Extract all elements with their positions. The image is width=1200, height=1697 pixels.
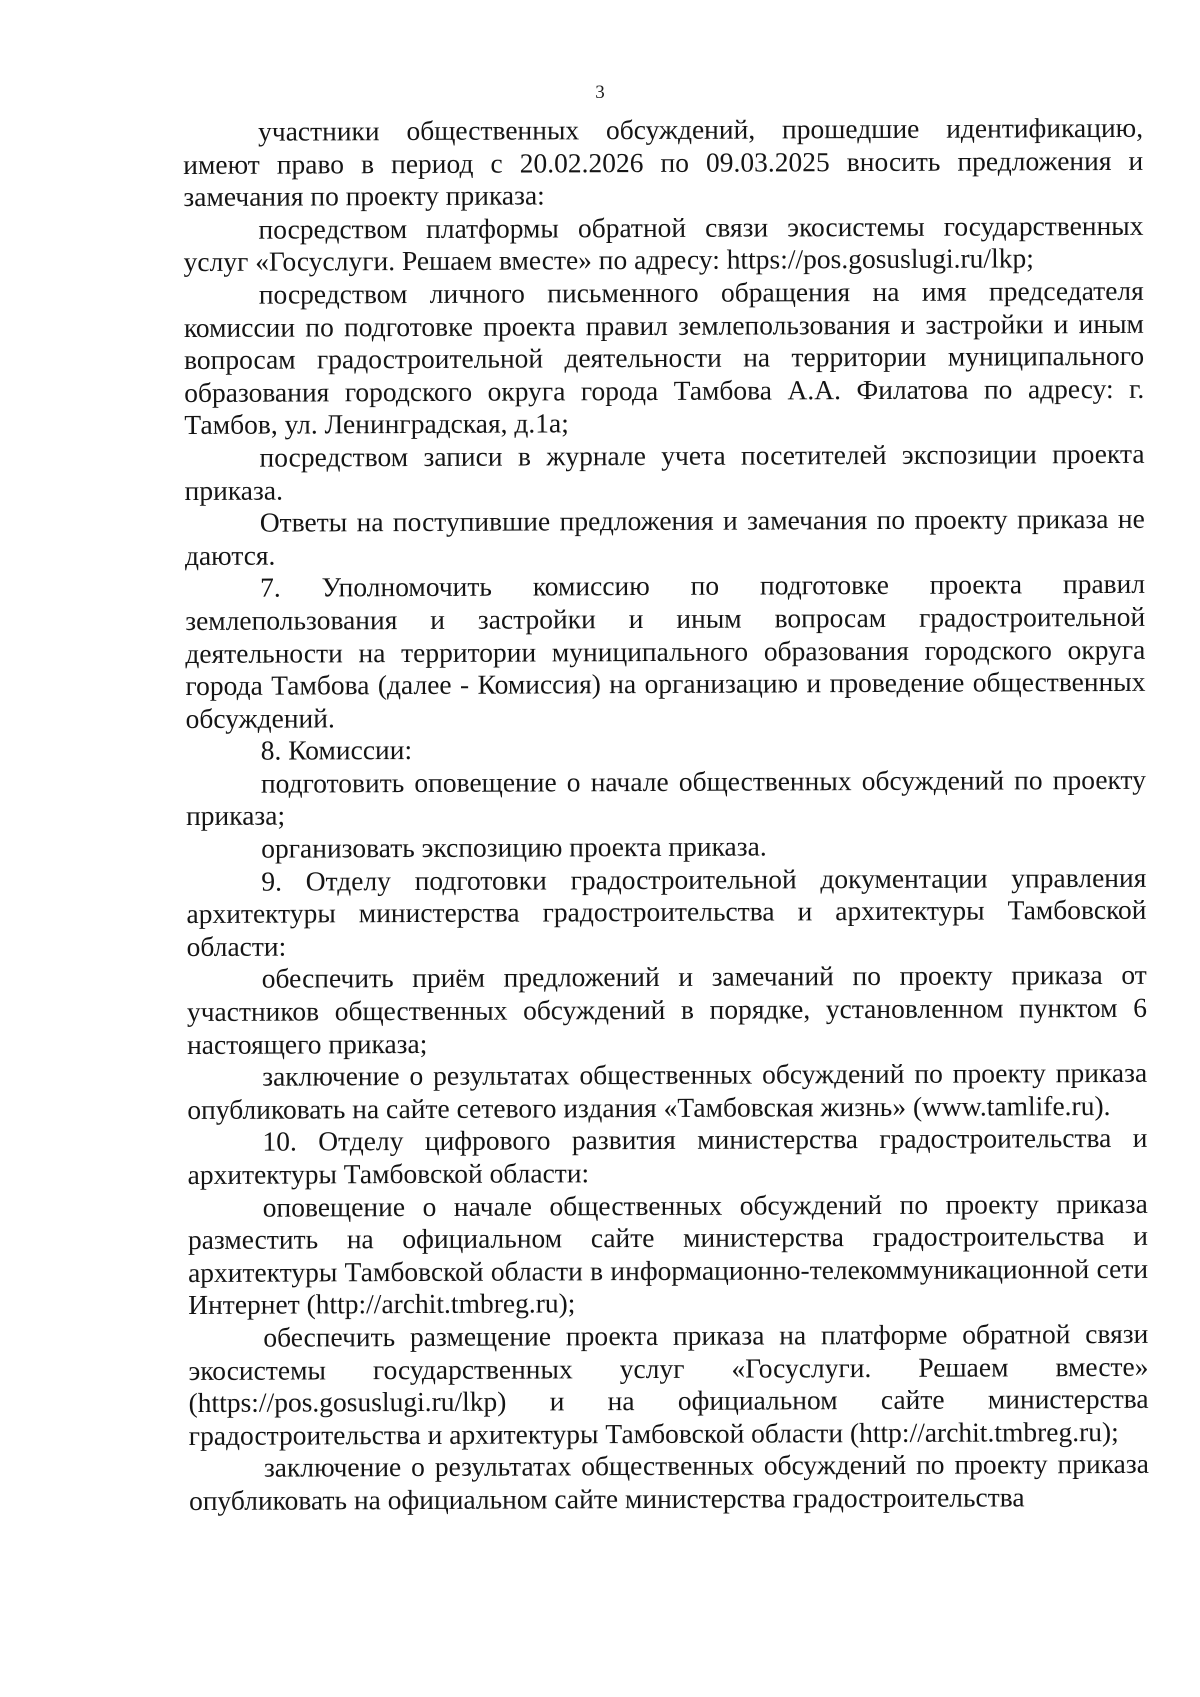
paragraph-no-answers: Ответы на поступившие предложения и замечания по проекту приказа не даются. — [184, 502, 1145, 571]
paragraph-publish-ministry-site: заключение о результатах общественных обсуждений по проекту приказа опубликовать на официальном сайте министерства градостроительства — [188, 1448, 1149, 1516]
page-number: 3 — [595, 82, 605, 103]
document-body — [183, 112, 1149, 1518]
paragraph-prepare-notice: подготовить оповещение о начале общественных обсуждений по проекту приказа; — [185, 763, 1146, 832]
paragraph-item-7: 7. Уполномочить комиссию по подготовке проекта правил землепользования и застройки и иным вопросам градостроительной деятельности на территории муниципального образования городского округа города Тамбова (далее - Комиссия) на организацию и проведение общественных обсуждений. — [185, 568, 1146, 734]
paragraph-item-8: 8. Комиссии: — [260, 734, 413, 766]
paragraph-organize-exposition: организовать экспозицию проекта приказа. — [261, 830, 767, 864]
paragraph-item-10: 10. Отделу цифрового развития министерства градостроительства и архитектуры Тамбовской области: — [187, 1122, 1148, 1190]
paragraph-gosuslugi-platform: посредством платформы обратной связи экосистемы государственных услуг «Госуслуги. Решаем вместе» по адресу: https://pos.gosuslugi.ru/lkp; — [183, 209, 1144, 278]
paragraph-ensure-reception: обеспечить приём предложений и замечаний по проекту приказа от участников общественных обсуждений в порядке, установленном пунктом 6 настоящего приказа; — [186, 959, 1147, 1060]
paragraph-participants-rights: участники общественных обсуждений, прошедшие идентификацию, имеют право в период с 20.02.2026 по 09.03.2025 вносить предложения и замечания по проекту приказа: — [183, 111, 1144, 213]
paragraph-publish-tamlife: заключение о результатах общественных обсуждений по проекту приказа опубликовать на сайте сетевого издания «Тамбовская жизнь» (www.tamlife.ru). — [187, 1057, 1148, 1125]
paragraph-place-notice: оповещение о начале общественных обсуждений по проекту приказа разместить на официальном сайте министерства градостроительства и архитектуры Тамбовской области в информационно-телекоммуникационной сети Интернет (http://archit.tmbreg.ru); — [187, 1187, 1149, 1321]
paragraph-ensure-placement: обеспечить размещение проекта приказа на платформе обратной связи экосистемы государственных услуг «Госуслуги. Решаем вместе» (https://pos.gosuslugi.ru/lkp) и на официальном сайте министерства градостроительства и архитектуры Тамбовской области (http://archit.tmbreg.ru); — [188, 1317, 1149, 1451]
paragraph-written-appeal: посредством личного письменного обращения на имя председателя комиссии по подготовке проекта правил землепользования и застройки и иным вопросам градостроительной деятельности на территории муниципального образования городского округа города Тамбова А.А. Филатова по адресу: г. Тамбов, ул. Ленинградская, д.1а; — [183, 274, 1145, 441]
paragraph-visitor-log: посредством записи в журнале учета посетителей экспозиции проекта приказа. — [184, 437, 1145, 506]
paragraph-item-9: 9. Отделу подготовки градостроительной документации управления архитектуры министерства градостроительства и архитектуры Тамбовской области: — [186, 861, 1147, 962]
